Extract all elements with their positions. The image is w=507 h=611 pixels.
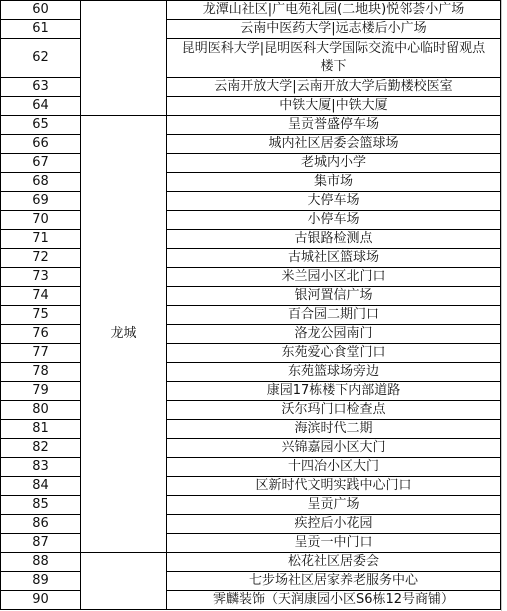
table-row <box>1 458 501 477</box>
row-number-cell[interactable]: 60 <box>1 1 81 20</box>
location-cell[interactable]: 呈贡一中门口 <box>167 534 501 553</box>
row-number-cell[interactable]: 71 <box>1 230 81 249</box>
table-row <box>1 439 501 458</box>
location-cell[interactable]: 中铁大厦|中铁大厦 <box>167 97 501 116</box>
table-row <box>1 344 501 363</box>
row-number-cell[interactable]: 65 <box>1 116 81 135</box>
row-number-cell[interactable]: 80 <box>1 401 81 420</box>
row-number-cell[interactable]: 89 <box>1 572 81 591</box>
row-number-cell[interactable]: 61 <box>1 20 81 39</box>
row-number-cell[interactable]: 85 <box>1 496 81 515</box>
row-number-cell[interactable]: 83 <box>1 458 81 477</box>
location-cell[interactable]: 古银路检测点 <box>167 230 501 249</box>
row-number-cell[interactable]: 69 <box>1 192 81 211</box>
row-number-cell[interactable]: 82 <box>1 439 81 458</box>
location-cell[interactable]: 米兰园小区北门口 <box>167 268 501 287</box>
location-cell[interactable]: 大停车场 <box>167 192 501 211</box>
location-cell[interactable]: 老城内小学 <box>167 154 501 173</box>
table-body <box>1 1 501 610</box>
location-cell[interactable]: 城内社区居委会篮球场 <box>167 135 501 154</box>
location-cell[interactable]: 呈贡广场 <box>167 496 501 515</box>
table-row <box>1 591 501 610</box>
row-number-cell[interactable]: 66 <box>1 135 81 154</box>
location-cell[interactable]: 区新时代文明实践中心门口 <box>167 477 501 496</box>
table-row <box>1 1 501 20</box>
table-row <box>1 249 501 268</box>
location-cell[interactable]: 七步场社区居家养老服务中心 <box>167 572 501 591</box>
row-number-cell[interactable]: 64 <box>1 97 81 116</box>
table-row <box>1 39 501 78</box>
table-row <box>1 287 501 306</box>
table-row <box>1 116 501 135</box>
location-cell[interactable]: 洛龙公园南门 <box>167 325 501 344</box>
row-number-cell[interactable]: 86 <box>1 515 81 534</box>
table-row <box>1 534 501 553</box>
district-cell[interactable] <box>81 1 167 116</box>
row-number-cell[interactable]: 73 <box>1 268 81 287</box>
location-cell[interactable]: 东苑篮球场旁边 <box>167 363 501 382</box>
row-number-cell[interactable]: 77 <box>1 344 81 363</box>
table-row <box>1 553 501 572</box>
location-cell[interactable]: 兴锦嘉园小区大门 <box>167 439 501 458</box>
location-cell[interactable]: 云南中医药大学|远志楼后小广场 <box>167 20 501 39</box>
location-cell[interactable]: 龙潭山社区|广电苑礼园(二地块)悦邻荟小广场 <box>167 1 501 20</box>
location-cell[interactable]: 小停车场 <box>167 211 501 230</box>
row-number-cell[interactable]: 68 <box>1 173 81 192</box>
location-cell[interactable]: 银河置信广场 <box>167 287 501 306</box>
table-row <box>1 515 501 534</box>
table-row <box>1 477 501 496</box>
location-cell[interactable]: 古城社区篮球场 <box>167 249 501 268</box>
table-row <box>1 268 501 287</box>
table-row <box>1 20 501 39</box>
location-cell[interactable]: 疾控后小花园 <box>167 515 501 534</box>
row-number-cell[interactable]: 67 <box>1 154 81 173</box>
location-cell[interactable]: 沃尔玛门口检查点 <box>167 401 501 420</box>
location-cell[interactable]: 东苑爱心食堂门口 <box>167 344 501 363</box>
table-row <box>1 154 501 173</box>
district-cell[interactable]: 龙城 <box>81 116 167 553</box>
table-row <box>1 211 501 230</box>
row-number-cell[interactable]: 70 <box>1 211 81 230</box>
location-cell[interactable]: 海滨时代二期 <box>167 420 501 439</box>
table-row <box>1 496 501 515</box>
row-number-cell[interactable]: 75 <box>1 306 81 325</box>
row-number-cell[interactable]: 72 <box>1 249 81 268</box>
location-cell[interactable]: 昆明医科大学|昆明医科大学国际交流中心临时留观点楼下 <box>167 39 501 78</box>
location-cell[interactable]: 松花社区居委会 <box>167 553 501 572</box>
row-number-cell[interactable]: 87 <box>1 534 81 553</box>
table-row <box>1 192 501 211</box>
row-number-cell[interactable]: 76 <box>1 325 81 344</box>
location-cell[interactable]: 百合园二期门口 <box>167 306 501 325</box>
column-gridline <box>501 0 502 611</box>
row-number-cell[interactable]: 88 <box>1 553 81 572</box>
location-cell[interactable]: 云南开放大学|云南开放大学后勤楼校医室 <box>167 78 501 97</box>
table-row <box>1 382 501 401</box>
table-row <box>1 572 501 591</box>
row-number-cell[interactable]: 62 <box>1 39 81 78</box>
location-cell[interactable]: 呈贡誉盛停车场 <box>167 116 501 135</box>
row-number-cell[interactable]: 78 <box>1 363 81 382</box>
location-cell[interactable]: 集市场 <box>167 173 501 192</box>
location-cell[interactable]: 十四冶小区大门 <box>167 458 501 477</box>
table-row <box>1 97 501 116</box>
table-row <box>1 325 501 344</box>
table-row <box>1 230 501 249</box>
district-cell[interactable] <box>81 553 167 610</box>
table-row <box>1 306 501 325</box>
table-row <box>1 135 501 154</box>
row-number-cell[interactable]: 74 <box>1 287 81 306</box>
table-row <box>1 420 501 439</box>
row-number-cell[interactable]: 81 <box>1 420 81 439</box>
table-row <box>1 173 501 192</box>
row-number-cell[interactable]: 90 <box>1 591 81 610</box>
row-number-cell[interactable]: 84 <box>1 477 81 496</box>
location-cell[interactable]: 康园17栋楼下内部道路 <box>167 382 501 401</box>
table-row <box>1 363 501 382</box>
table-row <box>1 78 501 97</box>
location-cell[interactable]: 霁麟装饰（天润康园小区S6栋12号商铺） <box>167 591 501 610</box>
row-number-cell[interactable]: 63 <box>1 78 81 97</box>
table-row <box>1 401 501 420</box>
row-number-cell[interactable]: 79 <box>1 382 81 401</box>
